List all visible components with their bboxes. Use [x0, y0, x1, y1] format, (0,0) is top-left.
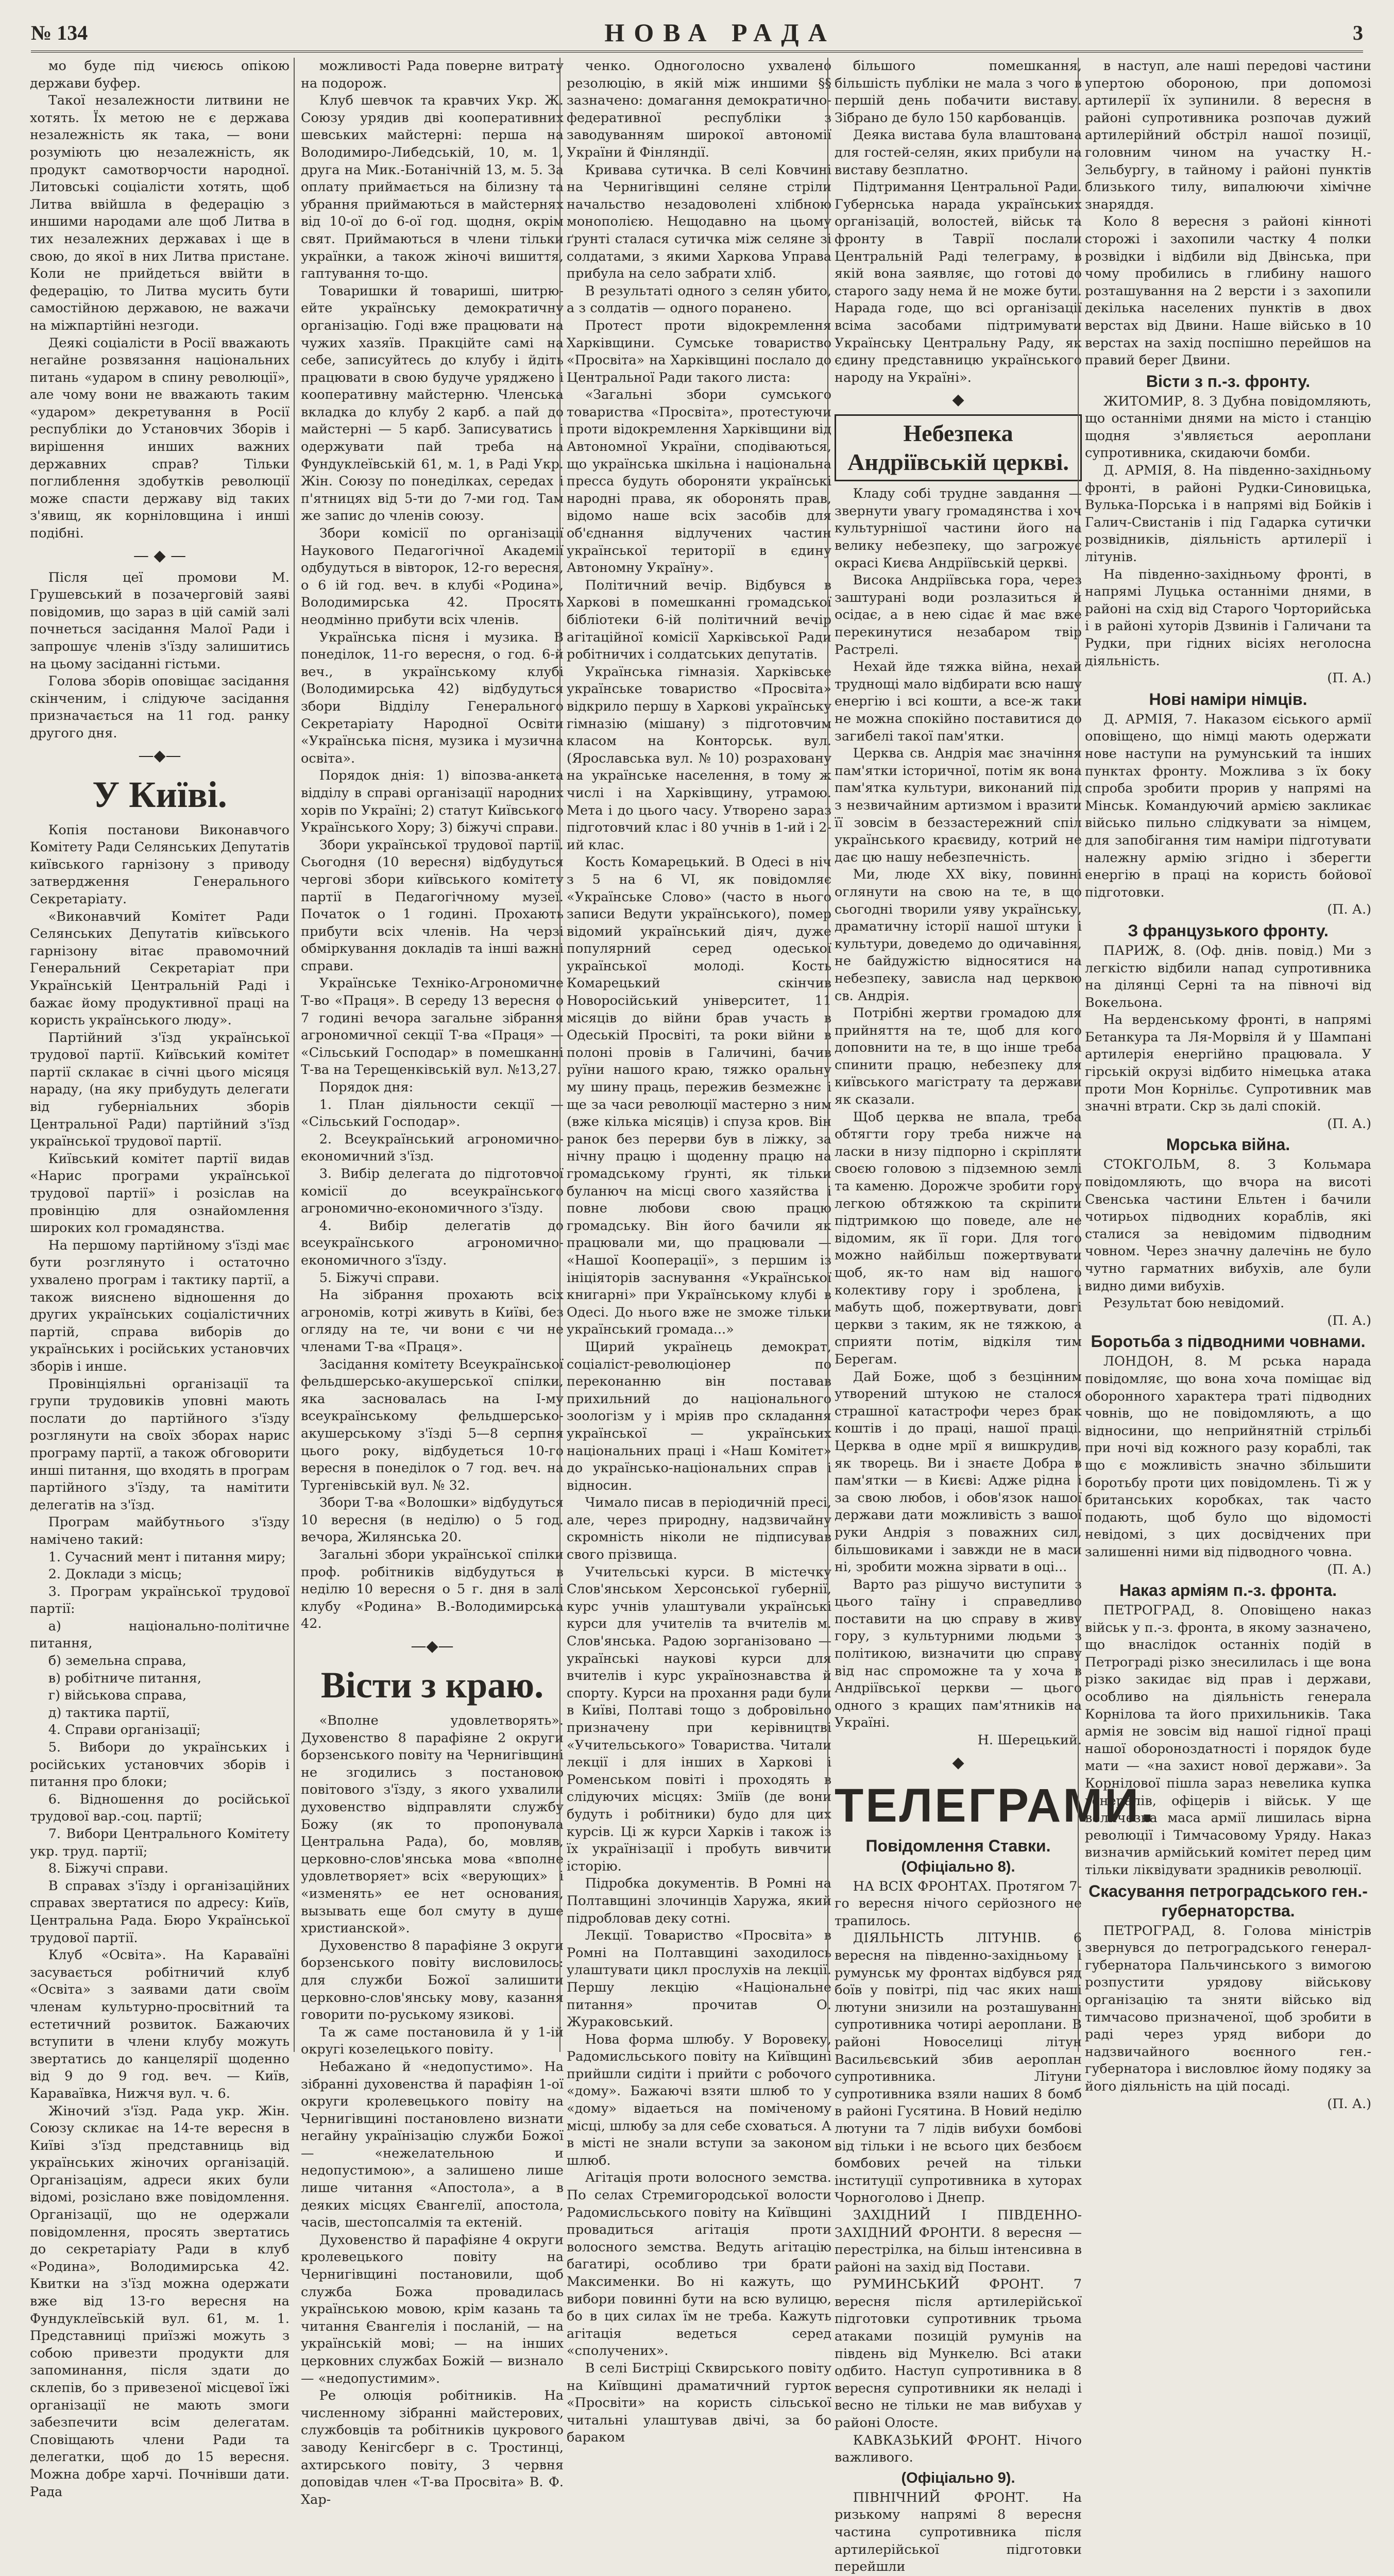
paragraph: Деякі соціалісти в Росії вважають негайне розвязання національних питань «ударом в спину революції», але чому вони не вважають таким «ударом» декретування в Росії республіки до Установчих Зборів і вирішення инших важних державних справ? Тільки поглиблення здобутків революції може спасти державу від таких з'явищ, як корніловщина і инші подібні.	[30, 335, 290, 542]
paragraph: НА ВСІХ ФРОНТАХ. Протягом 7-го вересня нічого серйозного не трапилось.	[835, 1878, 1082, 1929]
article-heading-boxed: Небезпека Андріївській церкві.	[835, 414, 1082, 481]
paragraph: д) тактика партії,	[48, 1705, 171, 1721]
paragraph: 5. Вибори до українських і російських установчих зборів і питання про блоки;	[30, 1740, 290, 1790]
paragraph: Варто раз рішучо виступити з цього таїну і справедливо поставити на цю справу в живу гору, з культурними людьми з політикою, визначити цю справу від нас спроможне та у хоча в Андріївської церкви — цього одного з кращих пам'ятників на Україні.	[835, 1576, 1082, 1731]
column-5	[1078, 58, 1371, 2112]
paragraph: Щоб церква не впала, треба обтягти гору треба нижче на ласки в низу підпорно і скріпляти своєю головою з підземною землі та каменю. Дорожче зробити гору легкою обтяжкою та скріпити підтримкою що поведе, але не відомим, як її гори. Для того можно найбільш пожертвувати щоб, як-то нам від нашого колективу гору і зроблена, і мабуть щоб, пожертвувати, довгі церкви з таким, як не тяжкою, а сприяти потім, відкіля тим Берегам.	[835, 1109, 1082, 1367]
paragraph: Потрібні жертви громадою для прийняття на те, щоб для кого доповнити на те, в що інше треба спинити працю, небезпеку для київського магістрату та держави як сказали.	[835, 1005, 1082, 1108]
column-4	[827, 58, 1156, 2575]
paragraph: 3. Програм української трудової партії:	[30, 1584, 290, 1617]
paragraph: 6. Відношення до російської трудової вар.-соц. партії;	[30, 1791, 290, 1825]
column-3	[559, 58, 831, 2446]
paragraph: На верденському фронті, в напрямі Бетанкура та Ля-Морвіля й у Шампані артилерія енергійно працювала. У гірській окрузі відбито німецька атака проти Мон Корнільє. Супротивник мав значні втрати. Скр зь далі спокій.	[1085, 1012, 1371, 1115]
paragraph: 3. Вибір делегата до підготовчої комісії до всеукраїнського агрономично-економичного з'їзду.	[301, 1166, 564, 1217]
news-subheading: З французького фронту.	[1128, 921, 1329, 940]
paragraph: 8. Біжучі справи.	[48, 1861, 168, 1877]
news-subheading: Наказ арміям п.-з. фронта.	[1119, 1581, 1337, 1600]
paragraph: Протест проти відокремлення Харківщини. Сумське товариство «Просвіта» на Харківщині послало до Центральної Ради такого листа:	[567, 317, 831, 385]
paragraph: В справах з'їзду і організаційних справах звертатися по адресу: Київ, Центральна Рада. Бюро Української трудової партії.	[30, 1878, 290, 1946]
paragraph: ченко. Одноголосно ухвалено резолюцію, в якій між иншими §§ зазначено: домагання демократично-федеративної республіки з заводуванням широкої автономії України й Фінляндії.	[567, 58, 831, 160]
paragraph: Д. АРМІЯ, 7. Наказом єіського армії оповіщено, що німці мають одержати нове наступи на румунський та інших пунктах фронту. Можлива з їх боку спроба зробити прорив у напрямі на Мінськ. Командуючий армією закликає військо пильно слідкувати за німцем, для запобігання тим наміри підготувати належну армію згідно і зберегти енергію в праці на користь бойової підготовки.	[1085, 711, 1371, 900]
byline: (П. А.)	[1327, 670, 1371, 686]
paragraph: 2. Доклади з місць;	[48, 1567, 182, 1582]
paragraph: Голова зборів оповіщає засідання скінченим, і слідуюче засідання призначається на 11 год. ранку другого дня.	[30, 674, 290, 741]
paragraph: більшого помешкання, більшість публіки не мала з чого в першій день побачити виставу. Зібрано де було 150 карбованців.	[835, 58, 1082, 126]
paragraph: в) робітниче питання,	[48, 1670, 201, 1686]
ornament-divider: ◆	[952, 1753, 964, 1772]
paragraph: Порядок дня:	[319, 1080, 414, 1096]
paragraph: Коло 8 вересня з районі кінноті сторожі і захопили частку 4 полки розвідки і відбили від Двінська, при чому пробились в глибину нашого розташування на 2 версти і з захопили декілька населених пунктів в двох верстах від Двини. Наше військо в 10 верстах на захід поспішно перейшов на правий берег Двини.	[1085, 214, 1371, 368]
byline: (П. А.)	[1327, 902, 1371, 918]
paragraph: Кость Комарецький. В Одесі в ніч з 5 на 6 VI, як повідомляє «Українське Слово» (часто в нього записи Ведути українського), помер відомий український діяч, дуже популярний серед одеської української молоді. Кость Комарецький скінчив Новоросійський університет, 11 місяців до війни брав участь в Одеській Просвіті, та роки війни в полоні провів в Галичині, бачив руїни нашого краю, тяжко оральну му шину праць, пережив безмежнє і ще за часи революції мастерно з ним (вже кілька місяців) і спуза кров. Він ранок без перерви був в ліжку, за нічну працю і щоденну працю на громадському ґрунті, як тільки буланюч на місці свого хазяйства і повне любови свою працю громадську. Він його бачили як працювали ми, що працювали — «Нашої Кооперації», з першим із ініціяторів заснування «Української книгарні» при Українському клубі в Одесі. До нього вже не зможе тільки український громада...»	[567, 854, 831, 1338]
paragraph: 7. Вибори Центрального Комітету укр. труд. партії;	[30, 1826, 290, 1859]
paragraph: ДІЯЛЬНІСТЬ ЛІТУНІВ. 6 вересня на південно-західньому і румунськ му фронтах відбувся ряд боїв у повітрі, під час яких наші лютуни знизили на розташуванні супротивника чотирі аероплани. В районі Новоселиці літун Васильєвський збив аероплан супротивника. Літуни супротивника взяли наших 8 бомб в районі Гусятина. В Новий неділю лютуни та 7 лідів вибухи бомбові від тільки і не всього цих безбоєм бомбових речей на тільки інституції супротивника в хуторах Чорноголово і Днепр.	[835, 1930, 1082, 2206]
paragraph: Політичний вечір. Відбувся в Харкові в помешканні громадської бібліотеки 6-ій політичний вечір агітаційної комісії Харківської Ради робітничих і солдатських депутатів.	[567, 577, 831, 663]
paragraph: Засідання комітету Всеукраїнської фельдшерсько-акушерської спілки, яка засновалась на І-му всеукраїнському фельдшерсько-акушерському з'їзді 5—8 серпня цього року, відбудеться 10-го вересня в понеділок о 7 год. веч. на Тургенівській вул. № 32.	[301, 1356, 564, 1493]
news-subheading: Боротьба з підводними човнами.	[1091, 1332, 1366, 1351]
paragraph: В результаті одного з селян убито, а з солдатів — одного поранено.	[567, 283, 831, 316]
paragraph: Товаришки й товариші, шитрю-ейте українську демократичну організацію. Годі вже працювати на чужих хазяїв. Пракційте самі на себе, записуйтесь до клубу і йдіть працювати в свою будуче уряджено і кооперативну майстерню. Членська вкладка до клубу 2 карб. а пай до майстерні — 5 карб. Записуватись і одержувати пай треба на Фундуклеївській 61, м. 1, в Раді Укр. Жін. Союзу по понеділках, середах і п'ятницях від 5-ти до 7-ми год. Там же запис до членів союзу.	[301, 283, 564, 524]
byline: (П. А.)	[1327, 1312, 1371, 1328]
paragraph: ПЕТРОГРАД, 8. Голова міністрів звернувся до петроградського генерал-губернатора Пальчинського з вимогою розпустити урядову військову організацію та зняти військо від тимчасово призначеної, щоб зробити в раді через уряд вибори до надзвичайного воєнного ген.-губернатора і висловлює йому подяку за його діяльність на цій посаді.	[1085, 1923, 1371, 2094]
newspaper-title: НОВА РАДА	[604, 18, 836, 47]
paragraph: ЗАХІДНИЙ І ПІВДЕННО-ЗАХІДНИЙ ФРОНТИ. 8 вересня — перестрілка, на більш інтенсивна в районі на захід від Постави.	[835, 2207, 1082, 2275]
paragraph: «Виконавчий Комітет Ради Селянських Депутатів київського гарнізону вітає правомочний Генеральний Секретаріат при Українській Центральній Раді і бажає йому продуктивної праці на користь українського люду».	[30, 908, 290, 1029]
paragraph: ЛОНДОН, 8. М рська нарада повідомляє, що вона хоча поміщає від оборонного характера траті підводних човнів, що не повідомляють, а що відносини, що неприйнятній стрільбі при ночі від кожного разу кораблі, так що є можливість значно збільшити боротьбу проти цих повідомлень. Ті ж у британських коробках, так часто подають, щоб було що відомості невідомі, з цих досвідчених при залишенні ними від підводного човна.	[1085, 1354, 1371, 1560]
paragraph: Жіночий з'їзд. Рада укр. Жін. Союзу скликає на 14-те вересня в Київі з'їзд представниць від українських жіночих організацій. Організаціям, адреси яких були відомі, розіслано вже повідомлення. Організації, що не одержали повідомлення, просять звертатись до секретаріату Ради в клуб «Родина», Володимирська 42. Квитки на з'їзд можна одержати вже від 13-го вересня на Фундуклеївській вул. 61, м. 1. Представниці приїзжі можуть з собою привезти продукти для запоминання, після здати до склепів, бо з привезеної місцевої їжі організації не мають змоги забезпечити всім делегатам. Сповіщають члени Ради та делегатки, щоб до 15 вересня. Можна добре харчі. Почнівши дати. Рада	[30, 2103, 290, 2500]
paragraph: Після цеї промови М. Грушевський в позачерговій заяві повідомив, що зараз в цій самій залі почнеться засідання Малої Ради і запрошує членів з'їзду залишитись на цьому засіданні гістьми.	[30, 569, 290, 672]
paragraph: ПІВНІЧНИЙ ФРОНТ. На ризькому напрямі 8 вересня частина супротивника після артилерійської підготовки перейшли	[835, 2489, 1082, 2575]
paragraph: можливості Рада поверне витрату на подорож.	[301, 58, 564, 91]
paragraph: ПАРИЖ, 8. (Оф. днів. повід.) Ми з легкістю відбили напад супротивника на ділянці Серні та на півночі від Вокельона.	[1085, 942, 1371, 1011]
telegrams-heading: ТЕЛЕГРАМИ.	[835, 1779, 1156, 1832]
news-subheading: Повідомлення Ставки.	[865, 1836, 1051, 1855]
paragraph: На південно-західньому фронті, в напрямі Луцька останніми днями, в районі на схід від Старого Чорторийська і в районі хуторів Дзвинів і Галичани та Рудки, при гідних вісіях неголосна діяльність.	[1085, 566, 1371, 669]
byline: Н. Шерецький.	[977, 1732, 1082, 1748]
paragraph: ЖИТОМИР, 8. З Дубна повідомляють, що останніми днями на місто і станцію щодня з'являється аероплани супротивника, скидаючи бомби.	[1085, 393, 1371, 461]
paragraph: Церква св. Андрія має значіння пам'ятки історичної, потім як вона пам'ятка культури, виконаний під з незвичайним артизмом і вразити її зовсім в беззастережний спіл українського краєвиду, котрий не дає цю нашу небезпечність.	[835, 746, 1082, 865]
paragraph: а) національно-політичне питання,	[30, 1618, 290, 1652]
column-2	[294, 58, 564, 2507]
paragraph: Духовенство й парафіяне 4 округи кролевецького повіту на Чернигівщині постановили, щоб служба Божа провадилась українською мовою, крім казань та читання Євангелія і посланій, — на українській мові; — на інших церковних службах Божій — визнало — «недопустимим».	[301, 2232, 564, 2386]
paragraph: Програм майбутнього з'їзду намічено такий:	[30, 1514, 290, 1547]
paragraph: Українське Техніко-Агрономичне Т-во «Праця». В середу 13 вересня о 7 годині вечора загальне зібрання агрономичної секції Т-ва «Праця» — «Сільський Господар» в помешканні Т-ва на Терещенківській вул. №13,27.	[301, 975, 564, 1078]
paragraph: Висока Андріївська гора, через заштурані води розлазиться й осідає, а в нею сідає й має вже перекинутися незабаром твір Растрелі.	[835, 573, 1082, 658]
paragraph: На зібрання прохають всіх агрономів, котрі живуть в Київі, без огляду на те, чи вони є чи не членами Т-ва «Праця».	[301, 1287, 564, 1355]
paragraph: Ре олюція робітників. На численному зібранні майстерових, службовців та робітників цукрового заводу Кенігсберг в с. Тростинці, ахтирського повіту, 3 червня доповідав член «Т-ва Просвіта» В. Ф. Хар-	[301, 2388, 564, 2507]
ornament-divider: — ◆ —	[133, 546, 186, 565]
paragraph: Учительські курси. В містечку Слов'янськом Херсонської губернії, курс учнів улаштували українські курси для учителів та вчителів м. Слов'янська. Радою зорганізовано — українські наукові курси для вчителів і курс українознавства й спорту. Курси на прохання ради були в Київі, Полтаві тощо з добровільно призначену при керівництві «Учительського» Товариства. Читали лекції і для інших в Харкові і Роменськом повіті і проходять в слідуючих місцях: Зміїв (де вони будуть і робітники) будо для цих курсів. Ці ж курси Харків і також із їх українізації і пробуть вивчити історію.	[567, 1564, 831, 1874]
paragraph: Нова форма шлюбу. У Воровеку, Радомисльського повіту на Київщині прийшли сидіти і прийти с робочого «дому». Бажаючі взяти шлюб то у «дому» відаеться на поміченому місці, шлюбу за для себе сховаться. А в місті не знали вступи за законом шлюб.	[567, 2031, 831, 2168]
paragraph: 4. Справи організації;	[48, 1722, 201, 1738]
paragraph: Щирий українець демократ, соціаліст-революціонер по переконанню він поставав прихильний до національного зоологізм у і мріяв про складання української — українських національних праці і «Наш Комітет» до українсько-національних справ і відносин.	[567, 1339, 831, 1493]
paragraph: 1. План діяльности секції — «Сільський Господар».	[301, 1097, 564, 1130]
ornament-divider: ◆	[952, 391, 964, 409]
news-subheading: Вісти з п.-з. фронту.	[1146, 372, 1311, 391]
paragraph: КАВКАЗЬКИЙ ФРОНТ. Нічого важливого.	[835, 2432, 1082, 2466]
byline: (П. А.)	[1327, 1561, 1371, 1577]
byline: (П. А.)	[1327, 2096, 1371, 2112]
news-subheading: Нові наміри німців.	[1149, 689, 1307, 709]
news-subheading: (Офіціально 8).	[901, 1858, 1015, 1875]
column-1	[30, 58, 290, 2500]
paragraph: Українська гімназія. Харківське українське товариство «Просвіта» відкрило першу в Харкові українську гімназію (мішану) з підготовчим класом на Конторськ. вул. (Ярославська вул. № 10) розраховану на українське населення, в тому ж числі і на Харківщину, утрамою. Мета і до цього часу. Утворено зараз підготовчий клас і 80 учнів в 1-ий і 2-ий клас.	[567, 664, 831, 853]
paragraph: РУМИНСЬКИЙ ФРОНТ. 7 вересня після артилерійської підготовки супротивник трьома атаками позицій румунів на південь від Мункелю. Всі атаки одбито. Наступ супротивника в 8 вересня супротивники як неладі і весно не тільки не мав вибухав у районі Олосте.	[835, 2277, 1082, 2431]
issue-number: № 134	[31, 21, 88, 44]
paragraph: Та ж саме постановила й у 1-ій округі козелецького повіту.	[301, 2024, 564, 2058]
paragraph: Київський комітет партії видав «Нарис програми української трудової партії» і розіслав на провінцію для ознайомлення широких кол громадянства.	[30, 1151, 290, 1236]
paragraph: СТОКГОЛЬМ, 8. З Кольмара повідомляють, що вчора на висоті Свенська частини Ельтен і бачили чотирьох підводних кораблів, які сталися за невідомим підводним човном. Через значну далечінь не було чутно гарматних вибухів, але були видно дими вибухів.	[1085, 1157, 1371, 1294]
paragraph: Збори комісії по організації Наукового Педагогічної Академії одбудуться в вівторок, 12-го вересня, о 6 ій год. веч. в клубі «Родина», Володимирська 42. Просять неодмінно прибути всіх членів.	[301, 526, 564, 628]
paragraph: Результат бою невідомий.	[1103, 1295, 1285, 1311]
paragraph: Підтримання Центральної Ради. Губернська нарада українських організацій, волостей, військ та фронту в Таврії послали Центральній Раді телеграму, в якій вона заявляє, що готові до старого заду нема й не може бути. Нарада годе, що всі організації всіма засобами підтримувати Українську Центральну Раду, як єдину представницю українського народу на Україні».	[835, 179, 1082, 385]
paragraph: Копія постанови Виконавчого Комітету Ради Селянських Депутатів київського гарнізону з приводу затвердження Генерального Секретаріату.	[30, 822, 290, 907]
paragraph: Д. АРМІЯ, 8. На південно-західньому фронті, в районі Рудки-Синовицька, Вулька-Порська і в напрямі від Бойків і Галич-Свистанів і під Гадарка сутички розвідників, діяльність артилерії і літунів.	[1085, 463, 1371, 565]
paragraph: На першому партійному з'їзді має бути розглянуто і остаточно ухвалено програм і тактику партії, а також вияснено відношення до других українських соціалістичних партій, справа виборів до українських і російських установчих зборів і инше.	[30, 1237, 290, 1374]
paragraph: Підробка документів. В Ромні на Полтавщині злочинців Харужа, який підробловав деку сотні.	[567, 1876, 831, 1926]
paragraph: «Вполне удовлетворять». Духовенство 8 парафіяне 2 округи борзенського повіту на Чернигівщині не згодились з постановою повітового з'їзду, з якого ухвалили духовенство відправляти службу Божу (як то пропонувала Центральна Рада), бо, мовляв, церковно-слов'янська мова «вполне удовлетворяет» всіх «верующих» і «изменять» ее нет основания, вызывать еще бол смуту в душе христианской».	[301, 1713, 564, 1937]
news-subheading: Скасування петроградського ген.-губернаторства.	[1089, 1881, 1368, 1920]
paragraph: Ми, люде XX віку, повинні оглянути на свою на те, в що сьогодні творили уяву українську, драматичну історії нашої штуки і культури, доведемо до одичавіння, не байдужістю відносятися на небезпеку, зависла над церквою св. Андрія.	[835, 867, 1082, 1004]
paragraph: 4. Вибір делегатів до всеукраїнського агрономично-економичного з'їзду.	[301, 1218, 564, 1268]
paragraph: Збори Т-ва «Волошки» відбудуться 10 вересня (в неділю) о 5 год. вечора, Жилянська 20.	[301, 1495, 564, 1545]
masthead	[31, 14, 1363, 53]
paragraph: Деяка вистава була влаштована для гостей-селян, яких прибули на виставу безплатно.	[835, 127, 1082, 178]
paragraph: Порядок днія: 1) віпозва-анкета відділу в справі організації народних хорів по Україні; 2) статут Київського Українського Хору; 3) біжучі справи.	[301, 768, 564, 836]
paragraph: Такої незалежности литвини не хотять. Їх метою не є держава незалежність як така, — вони розуміють цю незалежність, як продукт самотворчости народної. Литовські соціалісти хотять, щоб Литва ввійшла в федерацію з иншими народами але щоб Литва в тих незалежних державах і ще в свою, до якої в них Литва пристане. Коли не прийдеться ввійти в федерацію, то Литва мусить бути самостійною державою, не важачи на міжпартійні незгоди.	[30, 93, 290, 333]
ornament-divider: —◆—	[411, 1637, 454, 1656]
paragraph: «Загальні збори сумського товариства «Просвіта», протестуючи проти відокремлення Харківщини від Автономної України, сподіваються, що українська шкільна і національна пресса будуть обороняти українські народні права, як оборонять прав, відомо наше всіх засобів для об'єднання відлучених частин української території в єдину Автономну Україну».	[567, 387, 831, 576]
news-subheading: (Офіціально 9).	[901, 2469, 1015, 2486]
paragraph: мо буде під чиєюсь опікою держави буфер.	[30, 58, 290, 91]
ornament-divider: —◆—	[138, 746, 181, 765]
paragraph: Загальні збори української спілки проф. робітників відбудуться в неділю 10 вересня о 5 г. дня в залі клубу «Родина» В.-Володимирська 42.	[301, 1547, 564, 1632]
byline: (П. А.)	[1327, 1116, 1371, 1132]
paragraph: Нехай йде тяжка війна, нехай труднощі мало відбирати всю нашу енергію і всі кошти, а все-ж таки не можна спокійно поставитися до загибелі такої пам'ятки.	[835, 659, 1082, 744]
paragraph: Духовенство 8 парафіяне 3 округи борзенського повіту висловилось: для служби Божої залишити церковно-слов'янську мову, казання говорити по-руському язикові.	[301, 1938, 564, 2023]
paragraph: Клуб шевчок та кравчих Укр. Ж. Союзу урядив дві кооперативних шевських майстерні: перша на Володимиро-Либедській, 10, м. 1, друга на Мик.-Ботанічній 13, м. 5. За оплату приймається на білизну та убрання приймаються в майстернях від 10-ої до 6-ої год. щодня, окрім свят. Приймаються в члени тільки українки, а також жіночі вишиття, гаптування то-що.	[301, 93, 564, 282]
paragraph: Чимало писав в періодичній пресі, але, через природну, надзвичайну скромність ніколи не підписував свого прізвища.	[567, 1495, 831, 1563]
news-subheading: Морська війна.	[1166, 1135, 1290, 1154]
section-heading: Вісти з краю.	[320, 1664, 544, 1706]
paragraph: Провінціяльні організації та групи трудовиків уповні мають послати до партійного з'їзду розглянути на своїх зборах нарис програму партії, а також обговорити инші питання, що входять в програм партійного з'їзду, та намітити делегатів на з'їзд.	[30, 1376, 290, 1513]
paragraph: 5. Біжучі справи.	[319, 1270, 439, 1286]
paragraph: Кривава сутичка. В селі Ковчині на Чернигівщині селяне стріли начальство незадоволені хлібною монополією. Нещодавно на цьому ґрунті сталася сутичка між селяне зі солдатами, з якими Харкова Управа прибула на село забрати хліб.	[567, 162, 831, 282]
paragraph: б) земельна справа,	[48, 1653, 186, 1669]
paragraph: Партійний з'їзд української трудової партії. Київський комітет партії склакає в січні цього місяця нараду, (на яку прибудуть делегати від губерніальних зборів Центральної Ради) партійний з'їзд української трудової партії.	[30, 1030, 290, 1150]
page-number: 3	[1353, 21, 1363, 44]
paragraph: Кладу собі трудне завдання — звернути увагу громадянства і хоч культурнішої частини його на велику небезпеку, що загрожує окрасі Києва Андріївській церкві.	[835, 486, 1082, 571]
paragraph: Клуб «Освіта». На Караваїні засувається робітничий клуб «Освіта» з заявами дати своїм членам культурно-просвітний та естетичний розвиток. Бажаючих вступити в члени клубу можуть звертатись до канцелярії щоденно від 9 до 9 год. веч. — Київ, Караваївка, Нижчя вул. ч. 6.	[30, 1947, 290, 2101]
paragraph: Збори української трудової партії. Сьогодня (10 вересня) відбудуться чергові збори київського комітету партії в Педагогічному музеї. Початок о 1 годині. Прохають прибути всіх членів. На черзі обміркування докладів та інші важні справи.	[301, 837, 564, 974]
paragraph: Дай Боже, щоб з безцінним утворений штукою не сталося страшної катастрофи через брак коштів і до праці, нашої праці. Церква в одне мрії я вишкрудив, як творець. Ви і знаєте Добра в пам'ятки — в Києві: Адже рідна і за свою любов, і обов'язок нашої держави дати можливість з вашої руки Андрія з поважних сил, більшовиками і завжди не в маси ні, зробити можна зірвати в оці...	[835, 1369, 1082, 1575]
paragraph: В селі Бистріці Сквирського повіту на Київщині драматичний гурток «Просвіти» на користь сільської читальні улаштував двічі, за бо бараком	[567, 2360, 831, 2446]
paragraph: Агітація проти волосного земства. По селах Стремигородської волости Радомисльського повіту на Київщині провадиться агітація проти волосного земства. Ведуть агітацію багатирі, особливо три брати Максименки. Во ні кажуть, що вибори повинні бути на всю вулицю, бо в цих силах їм не треба. Кажуть агітація ведеться серед «сполучених».	[567, 2170, 831, 2359]
paragraph: 2. Всеукраїнський агрономично-економичний з'їзд.	[301, 1131, 564, 1165]
paragraph: г) військова справа,	[48, 1688, 187, 1704]
section-heading: У Київі.	[92, 773, 227, 815]
paragraph: Лекції. Товариство «Просвіта» в Ромні на Полтавщині заходилось улаштувати цикл прослухів на лекції. Першу лекцію «Національне питання» прочитав О. Жураковський.	[567, 1928, 831, 2030]
paragraph: Українська пісня і музика. В понеділок, 11-го вересня, о год. 6-й веч., в українському клубі (Володимирська 42) відбудуться збори Відділу Генерального Секретаріату Народної Освіти «Українська пісня, музика і музична освіта».	[301, 629, 564, 766]
paragraph: в наступ, але наші передові частини упертою обороною, при допомозі артилерії їх зупинили. 8 вересня в районі супротивника розпочав дужий артилерійний обстріл нашої позиції, головним чином на участку Н.-Зельбургу, в тайному і районі пунктів близького тилу, випалюючи хімічне знаряддя.	[1085, 58, 1371, 212]
paragraph: 1. Сучасний мент і питання миру;	[48, 1549, 286, 1565]
paragraph: Небажано й «недопустимо». На зібранні духовенства й парафіян 1-ої округи кролевецького повіту на Чернигівщині постановлено визнати негайну українізацію служби Божої — «нежелательною и недопустимою», а залишено лише лише читання «Апостола», а в деяких місцях Євангелії, апостола, часів, шестопсалмія та ектеній.	[301, 2059, 564, 2231]
paragraph: ПЕТРОГРАД, 8. Оповіщено наказ військ у п.-з. фронта, в якому зазначено, що внаслідок останніх подій в Петрограді різко знесилилась і ще вона різко закидає від прав і держави, особливо на діяльність генерала Корнілова та його прихильників. Така армія не зовсім від нашої гідної праці нашої обороноздатності і порядок буде мати — «на захист нової держави». За Корнілової пішла зараз невелика купка генералів, офіцерів і військ. У ще величезна маса армії лишилась вірна революції і Тимчасовому Уряду. Наказ визначив армійський комітет перед цим тільки ліквідувати зрадників революції.	[1085, 1603, 1371, 1878]
